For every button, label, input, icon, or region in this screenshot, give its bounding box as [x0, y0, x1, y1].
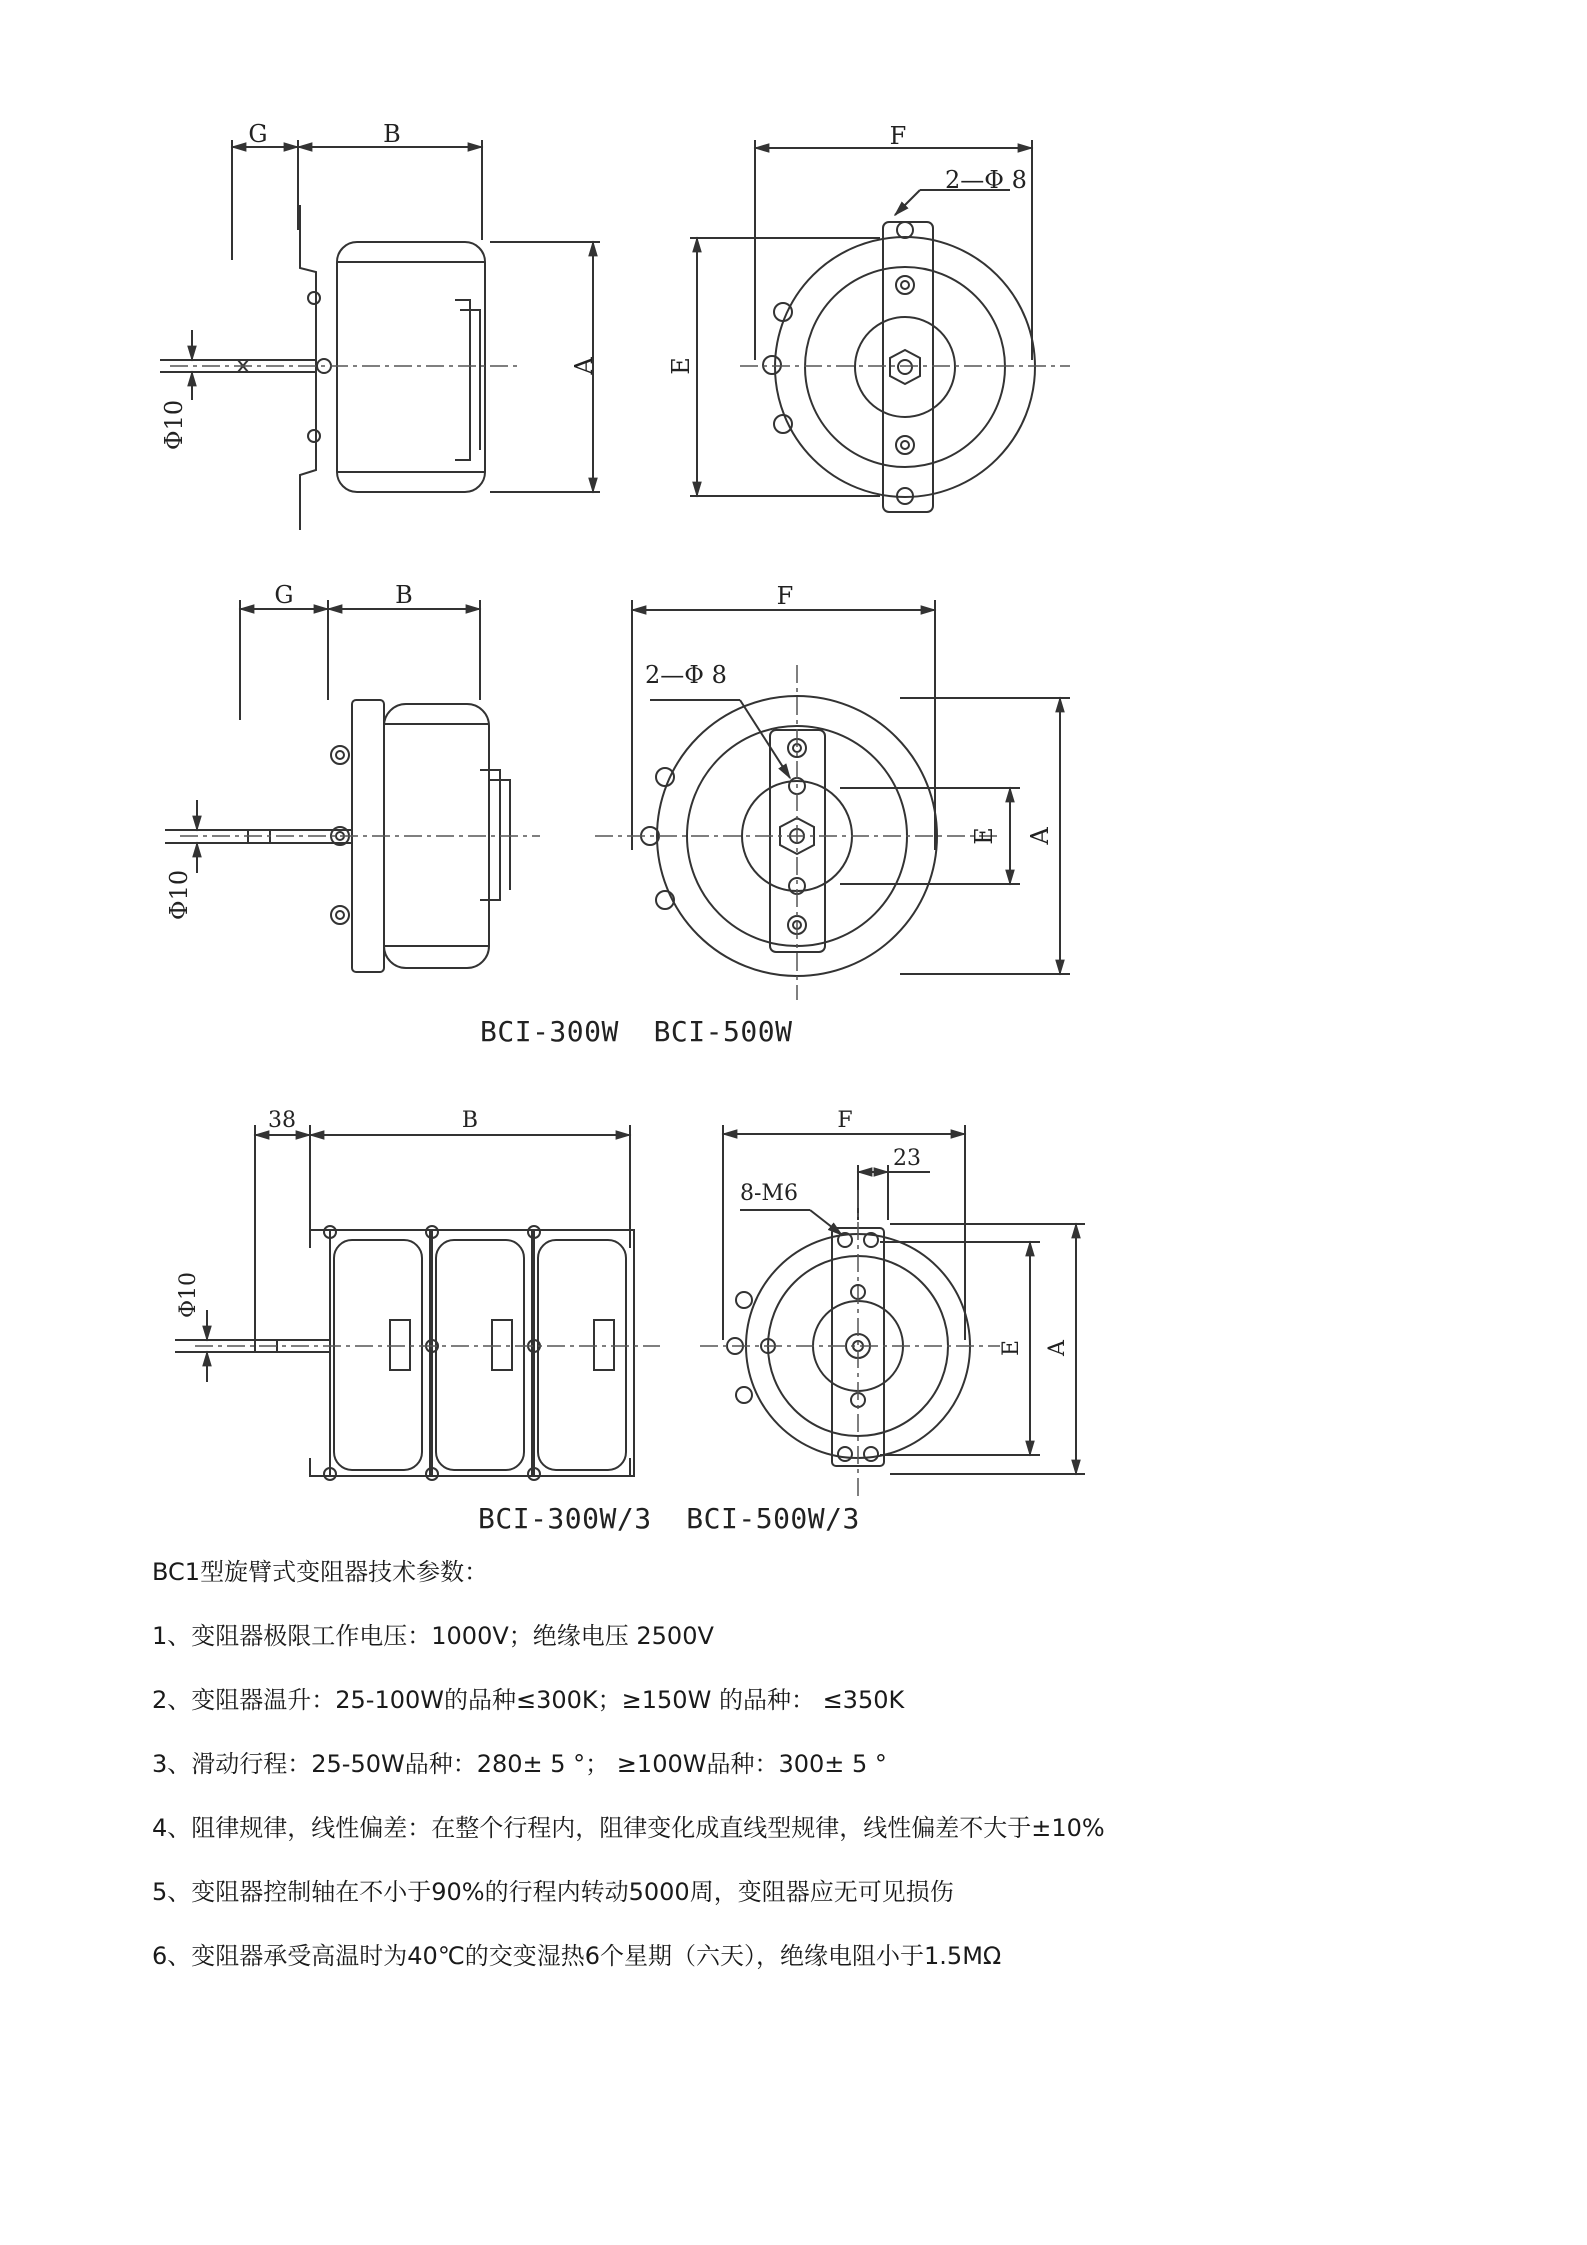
fig3-dim-38: 38 — [268, 1108, 296, 1133]
fig1-holes: 2—Φ 8 — [945, 166, 1027, 194]
fig2-dim-b: B — [395, 581, 413, 609]
figure-1-side-view — [160, 140, 600, 530]
technical-specs — [152, 1553, 1532, 2001]
fig3-dim-e: E — [999, 1339, 1024, 1357]
fig3-dim-f: F — [837, 1108, 853, 1133]
fig3-dim-23: 23 — [893, 1146, 921, 1171]
fig2-holes: 2—Φ 8 — [645, 661, 727, 689]
spec-item: 2、变阻器温升：25-100W的品种≤300K；≥150W 的品种： ≤350K — [152, 1686, 905, 1714]
fig2-shaft-dia: Φ10 — [165, 869, 193, 921]
figure-3-caption: BCI-300W/3 BCI-500W/3 — [478, 1502, 860, 1535]
fig1-dim-b: B — [383, 120, 401, 148]
fig2-dim-g: G — [274, 581, 294, 609]
fig2-dim-a: A — [1026, 827, 1054, 845]
figure-3-side-view — [175, 1125, 634, 1480]
figure-1-front-view — [690, 140, 1035, 512]
fig3-dim-b: B — [461, 1108, 479, 1133]
fig3-shaft-dia: Φ10 — [176, 1271, 201, 1319]
spec-item: 3、滑动行程：25-50W品种：280± 5 °； ≥100W品种：300± 5 ° — [152, 1750, 887, 1778]
fig1-dim-f: F — [889, 122, 907, 150]
spec-item: 1、变阻器极限工作电压：1000V；绝缘电压 2500V — [152, 1622, 714, 1650]
figure-2-front-view — [632, 600, 1070, 976]
spec-item: 4、阻律规律，线性偏差：在整个行程内，阻律变化成直线型规律，线性偏差不大于±10% — [152, 1814, 1105, 1842]
fig2-dim-f: F — [776, 582, 794, 610]
fig1-dim-g: G — [248, 120, 268, 148]
specs-title: BC1型旋臂式变阻器技术参数： — [152, 1558, 489, 1586]
figure-2-caption: BCI-300W BCI-500W — [480, 1015, 793, 1048]
fig3-holes: 8-M6 — [740, 1181, 798, 1206]
figure-3-front-view — [723, 1125, 1085, 1474]
fig1-dim-a: A — [570, 357, 598, 375]
fig1-dim-e: E — [667, 357, 695, 375]
spec-item: 6、变阻器承受高温时为40℃的交变湿热6个星期（六天），绝缘电阻小于1.5MΩ — [152, 1942, 1002, 1970]
figure-2-side-view — [165, 600, 510, 972]
spec-item: 5、变阻器控制轴在不小于90%的行程内转动5000周，变阻器应无可见损伤 — [152, 1878, 954, 1906]
fig2-dim-e: E — [970, 827, 998, 845]
fig3-dim-a: A — [1045, 1340, 1070, 1356]
fig1-shaft-dia: Φ10 — [160, 399, 188, 451]
